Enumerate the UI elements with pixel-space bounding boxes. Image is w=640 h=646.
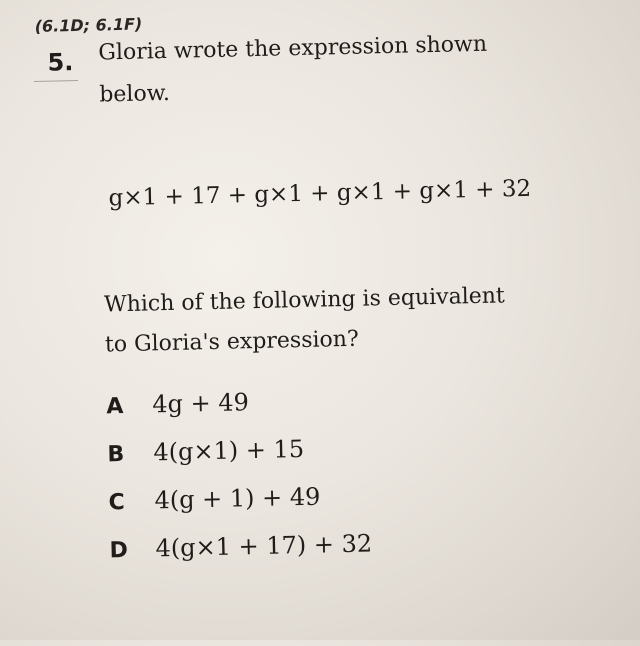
answer-choices: [106, 385, 373, 583]
prompt-line-2: to Gloria's expression?: [104, 326, 360, 358]
choice-text: 4(g + 1) + 49: [154, 482, 321, 515]
choice-text: 4(g×1) + 15: [153, 434, 305, 467]
question-number: 5.: [47, 48, 74, 77]
choice-letter: B: [107, 442, 125, 468]
standards-code: (6.1D; 6.1F): [34, 14, 143, 36]
choice-c[interactable]: [108, 481, 372, 535]
choice-letter: C: [108, 490, 125, 516]
choice-letter: D: [109, 537, 129, 564]
choice-a[interactable]: [106, 385, 370, 439]
question-text-line-2: below.: [99, 80, 171, 108]
choice-b[interactable]: [107, 433, 371, 487]
choice-letter: A: [106, 394, 124, 420]
number-underline: [34, 80, 78, 82]
prompt: [104, 276, 506, 365]
expression: g×1 + 17 + g×1 + g×1 + g×1 + 32: [108, 175, 532, 212]
choice-text: 4g + 49: [152, 388, 250, 419]
prompt-line-1: Which of the following is equivalent: [103, 283, 506, 318]
choice-text: 4(g×1 + 17) + 32: [155, 529, 373, 563]
question-text-line-1: Gloria wrote the expression shown: [98, 31, 488, 66]
choice-d[interactable]: [109, 529, 373, 583]
